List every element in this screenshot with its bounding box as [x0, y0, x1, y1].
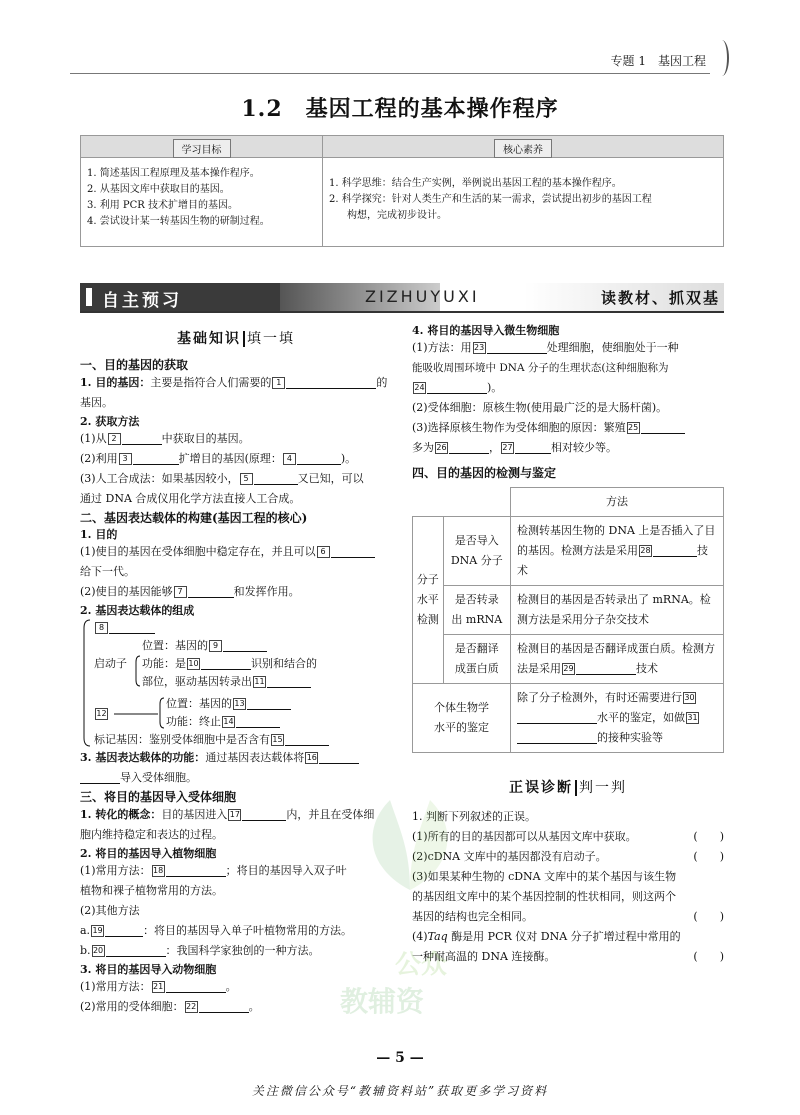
answer-paren[interactable]: ( ) — [693, 950, 724, 963]
blank-number: 7 — [174, 586, 187, 598]
subsection-title — [80, 328, 392, 348]
text: 基因的结构也完全相同。 — [412, 910, 533, 923]
text: 通过基因表达载体将 — [205, 751, 305, 764]
text: b. — [80, 944, 91, 957]
blank-number: 27 — [502, 443, 513, 452]
text: 内，并且在受体细 — [286, 808, 375, 821]
table-question: 个体生物学 水平的鉴定 — [413, 684, 511, 753]
item-heading: 2. 获取方法 — [80, 415, 140, 428]
text: (2)常用的受体细胞： — [80, 1000, 184, 1013]
blank-number: 13 — [234, 699, 245, 708]
watermark-text-1: 公众 — [395, 950, 448, 980]
fill-blank[interactable] — [576, 663, 636, 675]
text-line: 能吸收周围环境中 DNA 分子的生理状态(这种细胞称为 — [412, 362, 669, 374]
fill-blank[interactable] — [331, 546, 375, 558]
page-edge-bracket — [715, 40, 729, 76]
text: (1)常用方法： — [80, 864, 151, 877]
blank-number: 8 — [95, 622, 108, 634]
text-line: (3)如果某种生物的 cDNA 文库中的某个基因与该生物 — [412, 870, 677, 883]
banner-left-title: 自主预习 — [80, 283, 280, 311]
text: 中获取目的基因。 — [161, 432, 250, 445]
objectives-box — [80, 135, 724, 247]
watermark-text-2: 教辅资 — [340, 985, 425, 1018]
blank-number: 1 — [272, 377, 285, 389]
text: ：将目的基因导入单子叶植物常用的方法。 — [143, 924, 353, 937]
text: )。 — [340, 452, 357, 465]
text: 多为 — [412, 441, 434, 454]
text: 识别和结合的 — [251, 657, 317, 670]
text: (3)选择原核生物作为受体细胞的原因：繁殖 — [412, 421, 626, 434]
text: 一种耐高温的 DNA 连接酶。 — [412, 950, 556, 963]
subsection-title-main: 基础知识 — [177, 331, 241, 347]
judge-intro: 1. 判断下列叙述的正误。 — [412, 810, 536, 823]
blank-number: 3 — [119, 453, 132, 465]
fill-blank[interactable] — [109, 622, 155, 634]
text: 的接种实验等 — [597, 731, 663, 744]
text: 。 — [225, 980, 237, 993]
fill-blank[interactable] — [199, 1001, 249, 1013]
text: 技术 — [517, 544, 708, 577]
objective-item: 1. 简述基因工程原理及基本操作程序。 — [87, 168, 260, 179]
fill-blank[interactable] — [267, 676, 311, 688]
text: 功能：终止 — [166, 715, 221, 728]
competency-item: 2. 科学探究：针对人类生产和生活的某一需求，尝试提出初步的基因工程 — [329, 194, 652, 205]
blank-number: 22 — [186, 1002, 197, 1011]
text: 主要是指符合人们需要的 — [150, 376, 272, 389]
blank-number: 9 — [209, 640, 222, 652]
objective-item: 2. 从基因文库中获取目的基因。 — [87, 184, 230, 195]
subsection-title-tail: 判一判 — [575, 780, 627, 796]
objectives-left-title: 学习目标 — [173, 139, 231, 158]
text-line: (2)受体细胞：原核生物(使用最广泛的是大肠杆菌)。 — [412, 401, 668, 414]
text-line: 给下一代。 — [80, 565, 135, 578]
fill-blank[interactable] — [133, 453, 179, 465]
blank-number: 10 — [188, 659, 199, 668]
blank-number: 28 — [640, 546, 651, 555]
blank-number: 26 — [436, 443, 447, 452]
detection-table — [412, 487, 724, 753]
text: (2)cDNA 文库中的基因都没有启动子。 — [412, 850, 607, 863]
blank-number: 5 — [240, 473, 253, 485]
fill-blank[interactable] — [319, 752, 359, 764]
answer-paren[interactable]: ( ) — [693, 850, 724, 863]
text: 除了分子检测外，有时还需要进行 — [517, 691, 682, 704]
subsection-title-tail: 填一填 — [243, 331, 295, 347]
item-heading: 2. 将目的基因导入植物细胞 — [80, 847, 217, 860]
text: 和发挥作用。 — [233, 585, 300, 598]
blank-number: 25 — [628, 423, 639, 432]
promoter-label: 启动子 — [94, 657, 127, 670]
text: 水平的鉴定，如做 — [597, 711, 685, 724]
section-heading-4: 四、目的基因的检测与鉴定 — [412, 466, 557, 480]
fill-blank[interactable] — [641, 422, 685, 434]
text: (4) — [412, 930, 428, 943]
banner-right-title: 读教材、抓双基 — [524, 283, 724, 311]
table-row — [413, 517, 724, 586]
text: 的 — [376, 376, 388, 389]
table-question: 是否导入 DNA 分子 — [443, 517, 510, 586]
blank-number: 19 — [92, 926, 103, 935]
table-header: 方法 — [511, 488, 724, 517]
text: 相对较少等。 — [551, 441, 617, 454]
table-question: 是否转录 出 mRNA — [443, 586, 510, 635]
text: (1)从 — [80, 432, 107, 445]
blank-number: 14 — [223, 717, 234, 726]
fill-blank[interactable] — [166, 981, 226, 993]
text: 扩增目的基因(原理： — [178, 452, 282, 465]
objectives-right-header — [323, 136, 723, 158]
blank-number: 17 — [229, 810, 240, 819]
blank-number: 11 — [254, 677, 265, 686]
text-line: 胞内维持稳定和表达的过程。 — [80, 828, 223, 841]
text: (1)常用方法： — [80, 980, 151, 993]
fill-blank[interactable] — [105, 925, 143, 937]
text: 技术 — [636, 662, 658, 675]
section-heading-2: 二、基因表达载体的构建(基因工程的核心) — [80, 511, 308, 525]
fill-blank[interactable] — [515, 442, 551, 454]
text: 检测目的基因是否翻译成蛋白质。检测方法是采用 — [517, 642, 715, 675]
fill-blank[interactable] — [427, 382, 487, 394]
blank-number: 24 — [414, 383, 425, 392]
blank-number: 29 — [563, 664, 574, 673]
watermark-leaf-logo — [330, 770, 490, 970]
fill-blank[interactable] — [487, 342, 547, 354]
table-row — [413, 684, 724, 753]
fill-blank[interactable] — [201, 658, 251, 670]
table-answer — [511, 684, 724, 753]
objectives-left-header — [81, 136, 323, 158]
table-row — [413, 586, 724, 635]
fill-blank[interactable] — [106, 945, 166, 957]
fill-blank[interactable] — [223, 640, 267, 652]
fill-blank[interactable] — [286, 377, 376, 389]
competency-item: 1. 科学思维：结合生产实例，举例说出基因工程的基本操作程序。 — [329, 178, 622, 189]
item-heading: 4. 将目的基因导入微生物细胞 — [412, 324, 560, 337]
text: (1)所有的目的基因都可以从基因文库中获取。 — [412, 830, 637, 843]
objectives-right-list — [323, 158, 723, 246]
objective-item: 3. 利用 PCR 技术扩增目的基因。 — [87, 200, 238, 211]
item-heading: 1. 目的 — [80, 528, 118, 541]
banner-pinyin: ZIZHUYUXI — [365, 287, 480, 306]
page-title: 1.2 基因工程的基本操作程序 — [241, 96, 559, 122]
text: )。 — [487, 381, 503, 394]
term-label: 3. 基因表达载体的功能： — [80, 751, 206, 764]
term-label: 1. 转化的概念： — [80, 808, 162, 821]
page-number: — 5 — — [376, 1050, 424, 1066]
text: 又已知，可以 — [297, 472, 364, 485]
fill-blank[interactable] — [285, 734, 329, 746]
text: 处理细胞，使细胞处于一种 — [546, 341, 679, 354]
blank-number: 16 — [306, 753, 317, 762]
text: 部位，驱动基因转录出 — [142, 675, 252, 688]
blank-number: 20 — [92, 946, 104, 955]
table-row — [413, 488, 724, 517]
text: (2)利用 — [80, 452, 118, 465]
text: (3)人工合成法：如果基因较小， — [80, 472, 239, 485]
fill-blank[interactable] — [297, 453, 341, 465]
text-line: 植物和裸子植物常用的方法。 — [80, 884, 223, 897]
fill-blank[interactable] — [188, 586, 234, 598]
fill-blank[interactable] — [449, 442, 489, 454]
blank-number: 12 — [96, 709, 107, 718]
fill-blank[interactable] — [653, 545, 697, 557]
objective-item: 4. 尝试设计某一转基因生物的研制过程。 — [87, 216, 270, 227]
text: a. — [80, 924, 91, 937]
text: (1)方法：用 — [412, 341, 472, 354]
fill-blank[interactable] — [247, 698, 291, 710]
section-heading-3: 三、将目的基因导入受体细胞 — [80, 790, 237, 804]
blank-number: 2 — [108, 433, 121, 445]
item-heading: 2. 基因表达载体的组成 — [80, 604, 195, 617]
text: 目的基因进入 — [161, 808, 228, 821]
objectives-right-title: 核心素养 — [494, 139, 552, 158]
blank-number: 15 — [272, 735, 283, 744]
text: 位置：基因的 — [142, 639, 208, 652]
text: (1)使目的基因在受体细胞中稳定存在，并且可以 — [80, 545, 316, 558]
footer-note: 关注微信公众号“教辅资料站”获取更多学习资料 — [251, 1084, 549, 1098]
fill-blank[interactable] — [166, 865, 226, 877]
text: ：我国科学家独创的一种方法。 — [165, 944, 320, 957]
table-corner — [413, 488, 511, 517]
blank-number: 18 — [153, 866, 164, 875]
taq-italic: Taq — [427, 930, 448, 943]
text: 酶是用 PCR 仪对 DNA 分子扩增过程中常用的 — [447, 930, 681, 943]
fill-blank[interactable] — [242, 809, 286, 821]
table-row — [413, 635, 724, 684]
header-topic: 专题 1 基因工程 — [610, 54, 706, 68]
blank-number: 21 — [153, 982, 164, 991]
objectives-left-list — [81, 158, 323, 246]
blank-number: 30 — [684, 693, 695, 702]
vector-composition-diagram — [80, 618, 392, 748]
answer-paren[interactable]: ( ) — [693, 910, 724, 923]
text: 功能：是 — [142, 657, 186, 670]
text: 检测转基因生物的 DNA 上是否插入了目的基因。检测方法是采用 — [517, 524, 716, 557]
table-answer — [511, 635, 724, 684]
text: (2)使目的基因能够 — [80, 585, 173, 598]
table-question: 是否翻译 成蛋白质 — [443, 635, 510, 684]
answer-paren[interactable]: ( ) — [693, 830, 724, 843]
blank-number: 4 — [283, 453, 296, 465]
text: 导入受体细胞。 — [120, 771, 197, 784]
text: ；将目的基因导入双子叶 — [225, 864, 347, 877]
term-label: 1. 目的基因： — [80, 376, 151, 389]
blank-number: 31 — [687, 713, 698, 722]
table-answer — [511, 517, 724, 586]
text: 标记基因：鉴别受体细胞中是否含有 — [94, 733, 270, 746]
fill-blank[interactable] — [517, 712, 597, 724]
section-heading-1: 一、目的基因的获取 — [80, 358, 189, 372]
table-answer: 检测目的基因是否转录出了 mRNA。检测方法是采用分子杂交技术 — [511, 586, 724, 635]
text-line: (2)其他方法 — [80, 904, 140, 917]
text: 位置：基因的 — [166, 697, 232, 710]
text-line: 的基因组文库中的某个基因控制的性状相同，则这两个 — [412, 890, 676, 903]
blank-number: 23 — [474, 343, 485, 352]
table-group-label: 分子 水平 检测 — [413, 517, 444, 684]
subsection-title-main: 正误诊断 — [509, 780, 573, 796]
text: ， — [489, 441, 500, 454]
header-rule — [70, 73, 710, 74]
section-banner — [80, 283, 724, 311]
text: 。 — [248, 1000, 260, 1013]
fill-blank[interactable] — [80, 772, 120, 784]
item-heading: 3. 将目的基因导入动物细胞 — [80, 963, 217, 976]
text-line: 通过 DNA 合成仪用化学方法直接人工合成。 — [80, 492, 301, 505]
text-line: 基因。 — [80, 396, 113, 409]
competency-item: 构想，完成初步设计。 — [347, 210, 447, 221]
banner-rule — [80, 311, 724, 313]
fill-blank[interactable] — [517, 732, 597, 744]
fill-blank[interactable] — [236, 716, 280, 728]
fill-blank[interactable] — [122, 433, 162, 445]
blank-number: 6 — [317, 546, 330, 558]
fill-blank[interactable] — [254, 473, 298, 485]
